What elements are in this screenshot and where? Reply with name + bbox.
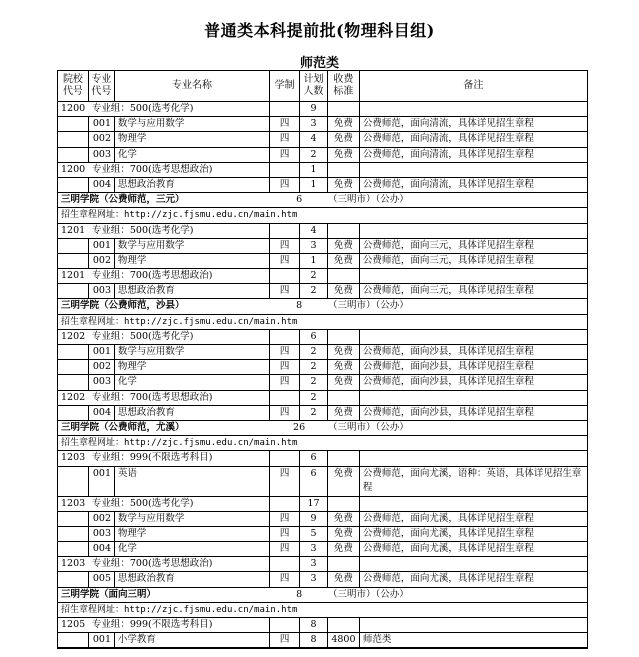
remarks-cell (360, 102, 587, 116)
table-row (58, 345, 587, 360)
duration: 四 (270, 148, 300, 162)
school-code: 1201 (61, 270, 86, 282)
plan-count: 2 (300, 345, 328, 359)
group-row (58, 451, 587, 466)
duration: 四 (270, 512, 300, 526)
plan-count: 6 (300, 467, 328, 496)
major-name: 物理学 (115, 360, 270, 374)
charter-url-link[interactable]: http://zjc.fjsmu.edu.cn/main.htm (124, 438, 298, 449)
fee-cell (328, 391, 360, 405)
charter-url-label: 招生章程网址： (61, 210, 125, 221)
duration-cell (270, 557, 300, 571)
group-label: 专业组：500(选考化学) (89, 102, 270, 116)
remarks-cell (360, 269, 587, 283)
group-label: 专业组：500(选考化学) (89, 497, 270, 511)
group-label: 专业组：700(选考思想政治) (89, 391, 270, 405)
duration: 四 (270, 375, 300, 389)
remarks-cell (360, 224, 587, 238)
group-row (58, 102, 587, 117)
major-code: 001 (89, 117, 115, 131)
major-code: 002 (89, 360, 115, 374)
fee-cell (328, 269, 360, 283)
remarks: 公费师范，面向沙县，具体详见招生章程 (362, 346, 534, 357)
fee: 免费 (328, 360, 360, 374)
major-code: 004 (89, 542, 115, 556)
fee: 免费 (328, 148, 360, 162)
duration: 四 (270, 633, 300, 647)
duration-cell (270, 269, 300, 283)
plan-count: 17 (300, 497, 328, 511)
group-row (58, 497, 587, 512)
fee-cell (328, 224, 360, 238)
duration-cell (270, 224, 300, 238)
fee: 免费 (328, 239, 360, 253)
remarks-cell (360, 557, 587, 571)
school-code-cell (58, 542, 89, 556)
header-duration: 学制 (270, 71, 300, 101)
school-code: 1200 (61, 103, 86, 114)
school-row (58, 299, 587, 314)
duration-cell (270, 163, 300, 177)
school-location: （三明市）（公办） (327, 300, 409, 312)
header-major-name: 专业名称 (115, 71, 270, 101)
charter-url (58, 436, 587, 450)
fee: 免费 (328, 117, 360, 131)
duration-cell (270, 451, 300, 465)
fee-cell (328, 497, 360, 511)
major-code: 002 (89, 132, 115, 146)
charter-url-link[interactable]: http://zjc.fjsmu.edu.cn/main.htm (124, 316, 298, 327)
charter-url-row (58, 603, 587, 618)
duration-cell (270, 391, 300, 405)
remarks: 公费师范，面向三元，具体详见招生章程 (362, 285, 534, 297)
plan-count: 2 (300, 360, 328, 374)
group-label: 专业组：700(选考思想政治) (89, 269, 270, 283)
plan-count: 1 (300, 254, 328, 268)
table-row (58, 132, 587, 147)
charter-url-row (58, 436, 587, 451)
group-label: 专业组：999(不限选考科目) (89, 618, 270, 632)
admission-table (57, 70, 588, 649)
duration: 四 (270, 572, 300, 586)
major-name: 数学与应用数学 (115, 239, 270, 253)
charter-url-label: 招生章程网址： (61, 604, 125, 615)
major-name: 思想政治教育 (115, 284, 270, 298)
fee: 4800 (328, 633, 360, 647)
group-label: 专业组：500(选考化学) (89, 224, 270, 238)
duration: 四 (270, 132, 300, 146)
table-row (58, 467, 587, 497)
plan-count: 2 (300, 406, 328, 420)
school-code-cell (58, 345, 89, 359)
school-code-cell (58, 572, 89, 586)
major-code: 001 (89, 633, 115, 647)
group-label: 专业组：999(不限选考科目) (89, 451, 270, 465)
major-name: 物理学 (115, 254, 270, 268)
school-plan-total: 8 (296, 588, 303, 600)
school-code-cell (58, 148, 89, 162)
major-name: 数学与应用数学 (115, 512, 270, 526)
major-name: 物理学 (115, 527, 270, 541)
plan-count: 1 (300, 178, 328, 192)
school-location: （三明市）（公办） (327, 421, 409, 433)
major-code: 003 (89, 148, 115, 162)
header-school-code: 院校 代号 (58, 71, 89, 101)
fee-cell (328, 557, 360, 571)
duration: 四 (270, 284, 300, 298)
school-code-cell (58, 406, 89, 420)
school-code-cell (58, 467, 89, 496)
fee: 免费 (328, 542, 360, 556)
table-row (58, 542, 587, 557)
major-name: 化学 (115, 148, 270, 162)
major-name: 数学与应用数学 (115, 117, 270, 131)
remarks-cell (360, 163, 587, 177)
fee: 免费 (328, 132, 360, 146)
major-code: 002 (89, 512, 115, 526)
plan-count: 9 (300, 102, 328, 116)
school-name: 三明学院（公费师范，尤溪） (61, 421, 185, 433)
school-code: 1203 (61, 558, 86, 570)
duration-cell (270, 497, 300, 511)
school-code: 1203 (61, 452, 86, 464)
plan-count: 2 (300, 375, 328, 389)
duration: 四 (270, 117, 300, 131)
plan-count: 6 (300, 451, 328, 465)
school-row (58, 421, 587, 436)
plan-count: 3 (300, 239, 328, 253)
remarks: 公费师范，面向尤溪，具体详见招生章程 (362, 573, 534, 585)
remarks-cell (360, 330, 587, 344)
plan-count: 8 (300, 618, 328, 632)
school-code-cell (58, 284, 89, 298)
table-row (58, 239, 587, 254)
school-plan-total: 26 (293, 421, 306, 433)
school-code: 1202 (61, 391, 86, 403)
header-fee: 收费 标准 (328, 71, 360, 101)
school-name: 三明学院（公费师范，三元） (61, 194, 185, 206)
duration-cell (270, 330, 300, 344)
charter-url-link[interactable]: http://zjc.fjsmu.edu.cn/main.htm (124, 604, 298, 615)
table-header (58, 71, 587, 102)
remarks: 师范类 (362, 634, 392, 646)
header-major-code: 专业 代号 (89, 71, 115, 101)
fee: 免费 (328, 254, 360, 268)
fee: 免费 (328, 467, 360, 496)
remarks-cell (360, 618, 587, 632)
major-code: 001 (89, 239, 115, 253)
plan-count: 1 (300, 163, 328, 177)
header-plan: 计划 人数 (300, 71, 328, 101)
school-code-cell (58, 254, 89, 268)
fee: 免费 (328, 375, 360, 389)
plan-count: 2 (300, 269, 328, 283)
major-code: 002 (89, 254, 115, 268)
plan-count: 3 (300, 572, 328, 586)
school-code-cell (58, 527, 89, 541)
fee-cell (328, 102, 360, 116)
duration: 四 (270, 254, 300, 268)
fee: 免费 (328, 527, 360, 541)
table-row (58, 178, 587, 193)
table-row (58, 360, 587, 375)
table-row (58, 117, 587, 132)
group-row (58, 618, 587, 633)
plan-count: 2 (300, 284, 328, 298)
plan-count: 3 (300, 557, 328, 571)
fee: 免费 (328, 345, 360, 359)
duration: 四 (270, 345, 300, 359)
major-code: 003 (89, 284, 115, 298)
charter-url-row (58, 315, 587, 330)
remarks: 公费师范，面向尤溪，具体详见招生章程 (362, 512, 534, 524)
plan-count: 3 (300, 117, 328, 131)
duration: 四 (270, 178, 300, 192)
fee-cell (328, 451, 360, 465)
remarks-cell (360, 451, 587, 465)
fee-cell (328, 330, 360, 344)
group-row (58, 163, 587, 178)
major-code: 003 (89, 375, 115, 389)
fee-cell (328, 618, 360, 632)
group-label: 专业组：700(选考思想政治) (89, 163, 270, 177)
charter-url-link[interactable]: http://zjc.fjsmu.edu.cn/main.htm (124, 210, 298, 221)
major-code: 001 (89, 467, 115, 496)
fee: 免费 (328, 572, 360, 586)
school-name: 三明学院（公费师范，沙县） (61, 300, 185, 312)
charter-url (58, 315, 587, 329)
school-row (58, 588, 587, 603)
fee-cell (328, 163, 360, 177)
remarks: 公费师范，面向清流，具体详见招生章程 (362, 148, 534, 160)
remarks-cell (360, 391, 587, 405)
table-row (58, 527, 587, 542)
page-title: 普通类本科提前批(物理科目组) (204, 21, 435, 40)
table-row (58, 512, 587, 527)
duration: 四 (270, 360, 300, 374)
remarks: 公费师范，面向尤溪，具体详见招生章程 (362, 527, 534, 539)
remarks: 公费师范，面向沙县，具体详见招生章程 (362, 376, 534, 388)
remarks: 公费师范，面向清流，具体详见招生章程 (362, 118, 534, 130)
school-code-cell (58, 117, 89, 131)
table-body (58, 102, 587, 648)
school-location: （三明市）（公办） (327, 194, 409, 206)
school-code-cell (58, 132, 89, 146)
major-name: 小学教育 (115, 633, 270, 647)
major-name: 物理学 (115, 132, 270, 146)
plan-count: 4 (300, 224, 328, 238)
table-row (58, 284, 587, 299)
school-code: 1200 (61, 163, 86, 175)
group-label: 专业组：500(选考化学) (89, 330, 270, 344)
school-code-cell (58, 512, 89, 526)
major-code: 004 (89, 178, 115, 192)
remarks: 公费师范，面向尤溪，具体详见招生章程 (362, 543, 534, 555)
plan-count: 6 (300, 330, 328, 344)
duration: 四 (270, 527, 300, 541)
plan-count: 2 (300, 391, 328, 405)
remarks: 公费师范，面向清流，具体详见招生章程 (362, 133, 534, 145)
remarks: 公费师范，面向清流，具体详见招生章程 (362, 178, 534, 190)
charter-url-label: 招生章程网址： (61, 438, 125, 449)
plan-count: 2 (300, 148, 328, 162)
school-code-cell (58, 178, 89, 192)
duration-cell (270, 102, 300, 116)
major-name: 化学 (115, 375, 270, 389)
table-row (58, 633, 587, 648)
school-code-cell (58, 633, 89, 647)
fee: 免费 (328, 178, 360, 192)
remarks: 公费师范，面向沙县，具体详见招生章程 (362, 361, 534, 373)
major-name: 英语 (115, 467, 270, 496)
major-name: 思想政治教育 (115, 406, 270, 420)
group-row (58, 224, 587, 239)
table-row (58, 406, 587, 421)
table-row (58, 254, 587, 269)
school-code: 1205 (61, 619, 86, 630)
remarks-cell (360, 497, 587, 511)
duration: 四 (270, 467, 300, 496)
plan-count: 5 (300, 527, 328, 541)
school-row (58, 193, 587, 208)
charter-url (58, 208, 587, 222)
school-code-cell (58, 360, 89, 374)
major-name: 思想政治教育 (115, 178, 270, 192)
school-code: 1203 (61, 497, 86, 509)
fee: 免费 (328, 512, 360, 526)
major-name: 化学 (115, 542, 270, 556)
major-name: 思想政治教育 (115, 572, 270, 586)
duration: 四 (270, 542, 300, 556)
plan-count: 9 (300, 512, 328, 526)
charter-url-row (58, 208, 587, 223)
school-code: 1201 (61, 224, 86, 236)
plan-count: 8 (300, 633, 328, 647)
charter-url (58, 603, 587, 617)
table-row (58, 148, 587, 163)
duration: 四 (270, 406, 300, 420)
remarks: 公费师范，面向三元，具体详见招生章程 (362, 239, 534, 251)
remarks: 公费师范，面向尤溪，语种：英语，具体详见招生章程 (362, 467, 582, 493)
group-row (58, 269, 587, 284)
group-label: 专业组：700(选考思想政治) (89, 557, 270, 571)
remarks: 公费师范，面向沙县，具体详见招生章程 (362, 406, 534, 418)
group-row (58, 330, 587, 345)
school-name: 三明学院（面向三明） (61, 588, 157, 600)
school-code-cell (58, 375, 89, 389)
major-code: 004 (89, 406, 115, 420)
major-code: 001 (89, 345, 115, 359)
plan-count: 4 (300, 132, 328, 146)
duration-cell (270, 618, 300, 632)
duration: 四 (270, 239, 300, 253)
fee: 免费 (328, 406, 360, 420)
major-code: 005 (89, 572, 115, 586)
table-row (58, 375, 587, 390)
group-row (58, 557, 587, 572)
school-plan-total: 8 (296, 300, 303, 312)
group-row (58, 391, 587, 406)
fee: 免费 (328, 284, 360, 298)
school-code: 1202 (61, 330, 86, 342)
school-code-cell (58, 239, 89, 253)
major-name: 数学与应用数学 (115, 345, 270, 359)
section-title: 师范类 (299, 56, 339, 71)
school-plan-total: 6 (296, 194, 303, 206)
table-row (58, 572, 587, 587)
charter-url-label: 招生章程网址： (61, 316, 125, 327)
header-remarks: 备注 (463, 80, 484, 91)
remarks: 公费师范，面向三元，具体详见招生章程 (362, 254, 534, 266)
major-code: 003 (89, 527, 115, 541)
plan-count: 3 (300, 542, 328, 556)
school-location: （三明市）（公办） (327, 588, 409, 600)
